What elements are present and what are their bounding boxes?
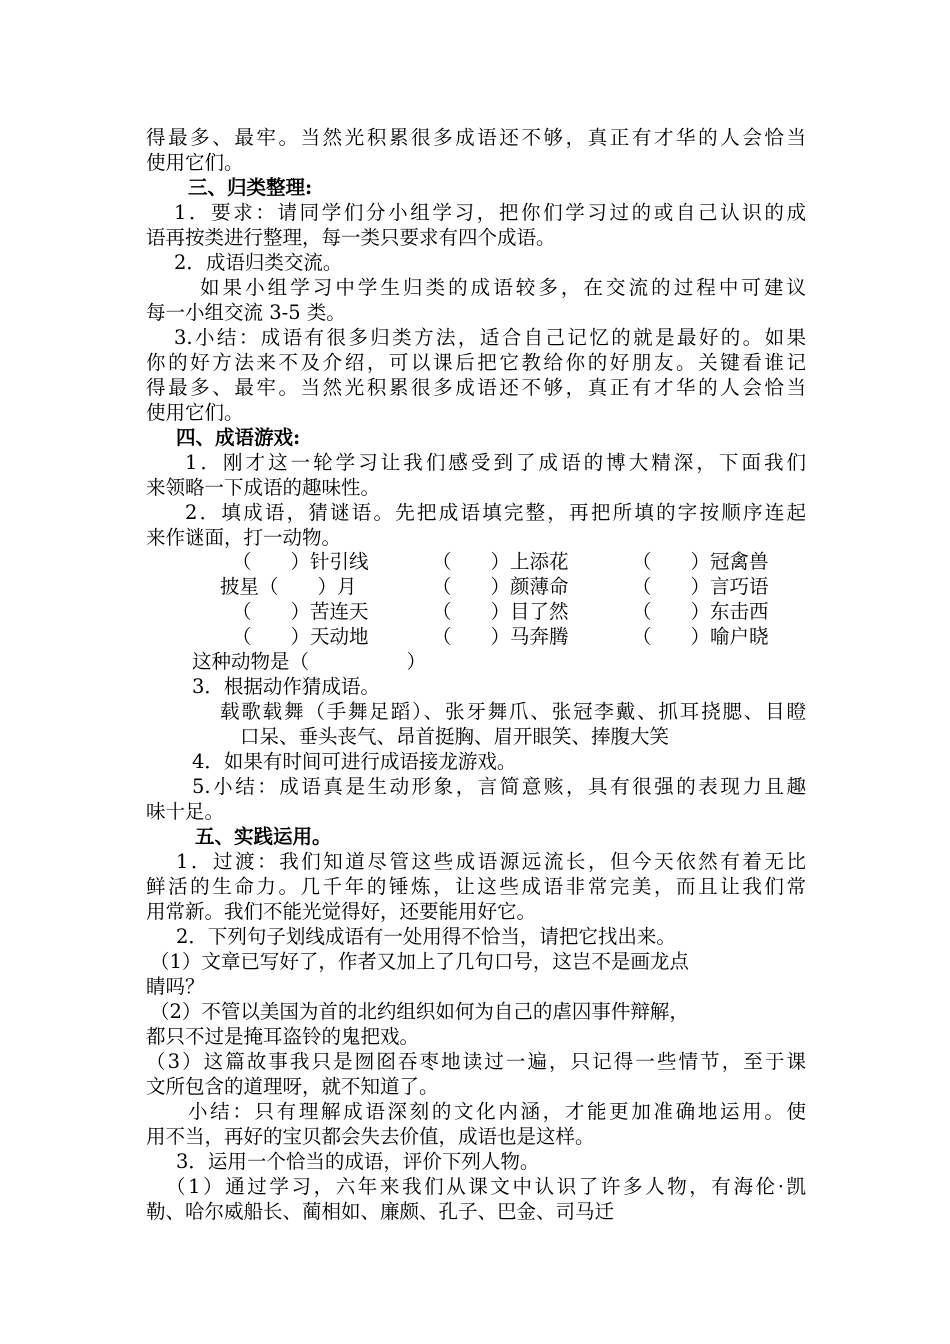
paragraph-line: （3）这篇故事我只是囫囵吞枣地读过一遍，只记得一些情节，至于课: [146, 1050, 806, 1073]
paragraph-line: 得最多、最牢。当然光积累很多成语还不够，真正有才华的人会恰当: [146, 126, 806, 149]
paragraph-line: 3．运用一个恰当的成语，评价下列人物。: [176, 1150, 540, 1173]
idiom-blank: （ ）天动地: [232, 625, 369, 648]
paragraph-line: 如果小组学习中学生归类的成语较多，在交流的过程中可建议: [200, 276, 806, 299]
paragraph-line: 味十足。: [146, 800, 225, 823]
paragraph-line: 小结：只有理解成语深刻的文化内涵，才能更加准确地运用。使: [188, 1100, 806, 1123]
paragraph-line: 用不当，再好的宝贝都会失去价值，成语也是这样。: [146, 1125, 595, 1148]
paragraph-line: 来作谜面，打一动物。: [146, 526, 342, 549]
idiom-blank: （ ）言巧语: [632, 575, 769, 598]
paragraph-line: 3．根据动作猜成语。: [192, 675, 380, 698]
section-heading-4: 四、成语游戏:: [176, 426, 301, 449]
idiom-blank: （ ）马奔腾: [432, 625, 569, 648]
paragraph-line: 这种动物是（ ）: [192, 650, 427, 673]
paragraph-line: 3.小结：成语有很多归类方法，适合自己记忆的就是最好的。如果: [174, 326, 806, 349]
idiom-blank: （ ）目了然: [432, 600, 569, 623]
idiom-blank: 披星（ ）月: [220, 575, 357, 598]
idiom-blank: （ ）上添花: [432, 550, 569, 573]
paragraph-line: 勒、哈尔威船长、蔺相如、廉颇、孔子、巴金、司马迁: [146, 1200, 615, 1223]
paragraph-line: 文所包含的道理呀，就不知道了。: [146, 1075, 439, 1098]
paragraph-line: 2．成语归类交流。: [174, 251, 343, 274]
paragraph-line: 1．刚才这一轮学习让我们感受到了成语的博大精深，下面我们: [185, 451, 806, 474]
paragraph-line: 2．下列句子划线成语有一处用得不恰当，请把它找出来。: [176, 925, 676, 948]
paragraph-line: 每一小组交流 3-5 类。: [146, 301, 346, 324]
section-heading-5: 五、实践运用。: [195, 825, 332, 848]
paragraph-line: 2．填成语，猜谜语。先把成语填完整，再把所填的字按顺序连起: [185, 501, 806, 524]
paragraph-line: 语再按类进行整理，每一类只要求有四个成语。: [146, 226, 556, 249]
paragraph-line: 你的好方法来不及介绍，可以课后把它教给你的好朋友。关键看谁记: [146, 351, 806, 374]
idiom-blank: （ ）针引线: [232, 550, 369, 573]
idiom-blank: （ ）东击西: [632, 600, 769, 623]
paragraph-line: 睛吗？: [146, 975, 205, 998]
paragraph-line: 使用它们。: [146, 401, 244, 424]
paragraph-line: 使用它们。: [146, 151, 244, 174]
idiom-blank: （ ）苦连天: [232, 600, 369, 623]
paragraph-line: 1．过渡：我们知道尽管这些成语源远流长，但今天依然有着无比: [176, 850, 806, 873]
paragraph-line: 4．如果有时间可进行成语接龙游戏。: [192, 750, 517, 773]
paragraph-line: 鲜活的生命力。几千年的锤炼，让这些成语非常完美，而且让我们常: [146, 875, 806, 898]
paragraph-line: 都只不过是掩耳盗铃的鬼把戏。: [146, 1025, 420, 1048]
paragraph-line: 得最多、最牢。当然光积累很多成语还不够，真正有才华的人会恰当: [146, 376, 806, 399]
paragraph-line: 1．要求：请同学们分小组学习，把你们学习过的或自己认识的成: [174, 201, 806, 224]
paragraph-line: 用常新。我们不能光觉得好，还要能用好它。: [146, 900, 537, 923]
paragraph-line: （1）文章已写好了，作者又加上了几句口号，这岂不是画龙点: [150, 950, 689, 973]
paragraph-line: 口呆、垂头丧气、昂首挺胸、眉开眼笑、捧腹大笑: [240, 725, 670, 748]
section-heading-3: 三、归类整理:: [188, 176, 313, 199]
paragraph-line: 5.小结：成语真是生动形象，言简意赅，具有很强的表现力且趣: [192, 775, 806, 798]
idiom-blank: （ ）颜薄命: [432, 575, 569, 598]
paragraph-line: 载歌载舞（手舞足蹈）、张牙舞爪、张冠李戴、抓耳挠腮、目瞪: [220, 700, 806, 723]
paragraph-line: （2）不管以美国为首的北约组织如何为自己的虐囚事件辩解，: [150, 1000, 689, 1023]
paragraph-line: （1）通过学习，六年来我们从课文中认识了许多人物，有海伦·凯: [166, 1175, 806, 1198]
paragraph-line: 来领略一下成语的趣味性。: [146, 476, 381, 499]
idiom-blank: （ ）冠禽兽: [632, 550, 769, 573]
idiom-blank: （ ）喻户晓: [632, 625, 769, 648]
